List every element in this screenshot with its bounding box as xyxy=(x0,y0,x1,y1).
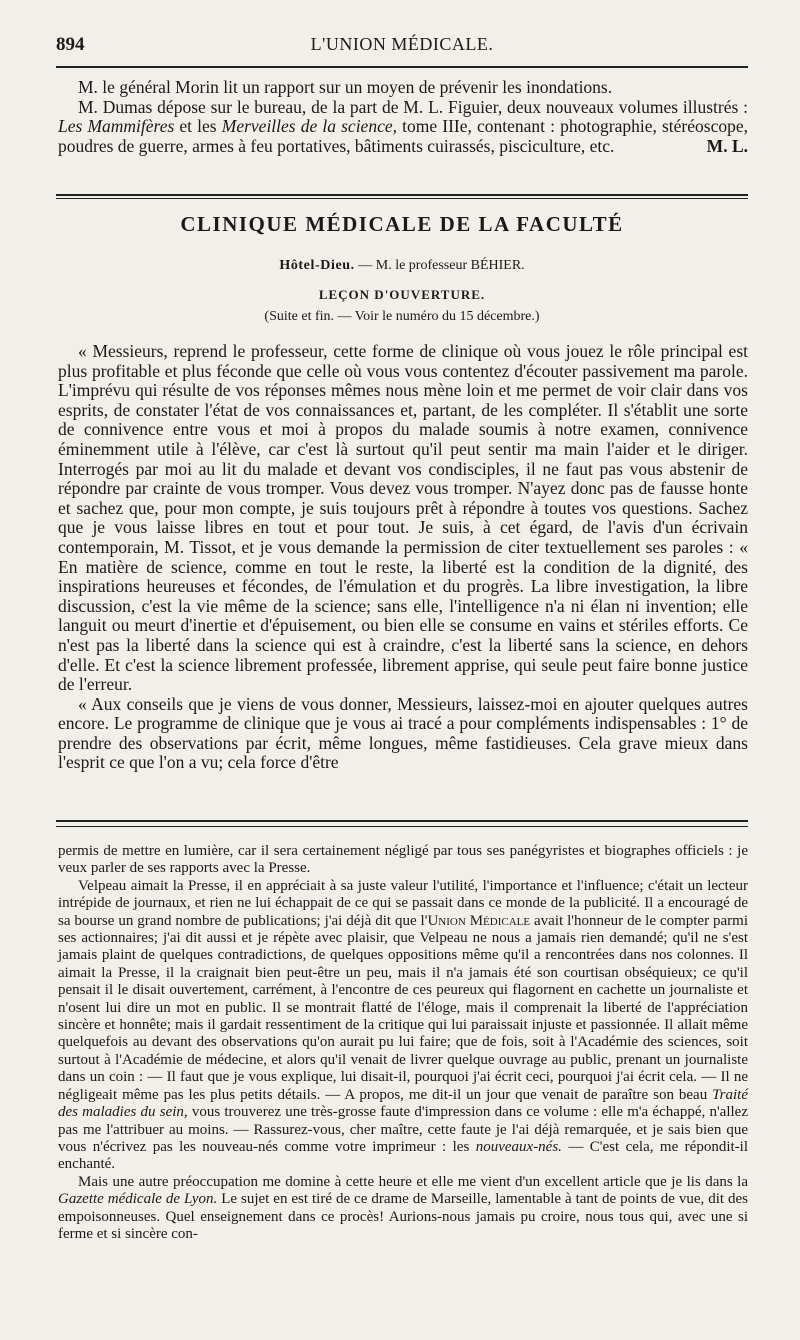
running-head: L'UNION MÉDICALE. xyxy=(310,34,494,54)
feuilleton-p2-a: Velpeau aimait la Presse, il en appréciait à sa juste valeur l'utilité, l'importance et l'influence; c'était un lecteur intrépide de journaux, et rien ne lui échappait de ce qui se passait dans ce monde de la publicité. Il a encouragé de sa bourse un grand nombre de publications; j'ai déjà dit que l' xyxy=(58,877,748,929)
journal-name: Union Médicale xyxy=(427,912,531,929)
continuation-note: (Suite et fin. — Voir le numéro du 15 décembre.) xyxy=(264,309,540,324)
lecture-paragraph-2: « Aux conseils que je viens de vous donner, Messieurs, laissez-moi en ajouter quelques autres encore. Le programme de clinique que je vous ai tracé a pour compléments indispensables : 1° de prendre des observations par écrit, même longues, même fastidieuses. Cela grave mieux dans l'esprit ce que l'on a vu; cela force d'être xyxy=(58,693,748,773)
feuilleton-paragraph-3 xyxy=(58,1174,748,1244)
page-number: 894 xyxy=(56,34,85,55)
lecture-body xyxy=(58,342,748,773)
feuilleton-paragraph-2 xyxy=(58,878,748,1174)
feuilleton-rule xyxy=(56,820,748,822)
service-line xyxy=(56,258,748,274)
note-dumas-text-c: et les xyxy=(174,116,222,136)
lesson-title: LEÇON D'OUVERTURE. xyxy=(318,287,486,302)
gazette-name: Gazette médicale de Lyon. xyxy=(58,1191,218,1208)
book-title-merveilles: Merveilles de la science, xyxy=(221,116,397,136)
academy-notes xyxy=(58,78,748,156)
book-title-mammiferes: Les Mammifères xyxy=(58,116,175,136)
page-header xyxy=(56,34,748,62)
professor-name: — M. le professeur BÉHIER. xyxy=(354,258,525,273)
hospital-name: Hôtel-Dieu. xyxy=(279,258,355,273)
section-rule-top xyxy=(56,194,748,196)
feuilleton-rule-thin xyxy=(56,826,748,827)
book-title-traite: Traité des maladies du sein, xyxy=(58,1086,748,1121)
feuilleton-p2-b: avait l'honneur de le compter parmi ses actionnaires; j'ai dit aussi et je répète avec plaisir, que Velpeau ne nous a jamais rien demandé; qu'il ne s'est jamais plaint de quelques contradictions, de quelques oppositions même qu'il a rencontrées dans nos colonnes. Il aimait la Presse, il la craignait bien peut-être un peu, mais il n'a jamais été son courtisan obséquieux; ce qu'il pensait il le disait ouvertement, carrément, à l'encontre de ces peureux qui flagornent en cachette un journaliste et n'osent lui dire un mot en public. Il se montrait flatté de l'éloge, mais il comprenait la liberté de l'appréciation sincère et honnête; mais il gardait ressentiment de la critique qui lui paraissait injuste et passionnée. Il allait même quelquefois au devant des observations qu'on aurait pu lui faire; que de fois, soit à l'Académie des sciences, soit surtout à l'Académie de médecine, et alors qu'il venait de livrer quelque ouvrage au public, prenant un journaliste dans un coin : — Il faut que je vous explique, lui disait-il, pourquoi j'ai écrit ceci, pourquoi j'ai écrit cela. — Il ne négligeait même pas les plus petits détails. — A propos, me dit-il un jour que venait de paraître son beau xyxy=(58,912,748,1103)
section-rule-top-thin xyxy=(56,198,748,199)
feuilleton xyxy=(58,843,748,1243)
feuilleton-p2-c: vous trouverez une très-grosse faute d'impression dans ce volume : elle m'a échappé, n'allez pas me l'attribuer au moins. — Rassurez-vous, cher maître, cette faute je l'ai déjà remarquée, et je sais bien que vous n'écrivez pas les nouveau-nés comme votre imprimeur : les xyxy=(58,1104,748,1155)
note-dumas-text-a: M. Dumas dépose sur le bureau, de la part de M. L. Figuier, deux nouveaux volumes illustrés : xyxy=(78,96,748,117)
feuilleton-p2-d: — C'est cela, me répondit-il enchanté. xyxy=(58,1138,748,1173)
feuilleton-paragraph-1: permis de mettre en lumière, car il sera certainement négligé par tous ses panégyristes et biographes officiels : je veux parler de ses rapports avec la Presse. xyxy=(58,843,748,877)
note-morin: M. le général Morin lit un rapport sur un moyen de prévenir les inondations. xyxy=(78,77,613,97)
feuilleton-p3-a: Mais une autre préoccupation me domine à cette heure et elle me vient d'un excellent article que je lis dans la xyxy=(78,1173,748,1190)
feuilleton-p3-b: Le sujet en est tiré de ce drame de Marseille, lamentable à tant de points de vue, dit des empoisonneuses. Quel enseignement dans ce procès! Aurions-nous jamais pu croire, nous tous qui, avec une si ferme et si sincère con- xyxy=(58,1191,749,1242)
lecture-paragraph-1: « Messieurs, reprend le professeur, cette forme de clinique où vous jouez le rôle principal est plus profitable et plus féconde que celle où vous vous contentez d'écouter passivement ma parole. L'imprévu qui résulte de vos réponses mêmes nous mène loin et me permet de voir clair dans vos esprits, de constater l'état de vos connaissances et, partant, de les compléter. Il s'établit une sorte de connivence entre vous et moi à propos du malade soumis à notre examen, connivence éminemment utile à l'élève, car c'est là surtout qu'il peut sentir ma main l'aider et le diriger. Interrogés par moi au lit du malade et devant vos condisciples, il ne faut pas vous abstenir de répondre par crainte de vous tromper. Vous devez vous tromper. N'ayez donc pas de fausse honte et sachez que, pour mon compte, je suis toujours prêt à répondre à toutes vos questions. Sachez que je vous laisse libres en tout et pour tout. Je suis, à cet égard, de l'avis d'un écrivain contemporain, M. Tissot, et je vous demande la permission de citer textuellement ses paroles : « En matière de science, comme en tout le reste, la liberté est la condition de la dignité, des inspirations heureuses et fécondes, de l'émulation et du progrès. La libre investigation, la libre discussion, c'est la vie même de la science; sans elle, l'intelligence n'a ni élan ni invention; elle languit ou meurt d'inertie et d'épuisement, ou bien elle se consume en vains et stériles efforts. Ce n'est pas la liberté dans la science qui est à craindre, c'est la liberté sans la science, en dehors d'elle. Et c'est la science librement professée, librement apprise, qui seule peut faire bonne justice de l'erreur. xyxy=(58,341,748,695)
note-dumas-text-e: tome IIIe, contenant : photographie, stéréoscope, poudres de guerre, armes à feu portatives, bâtiments cuirassés, pisciculture, etc. xyxy=(58,116,748,156)
header-rule xyxy=(56,66,748,68)
section-title: CLINIQUE MÉDICALE DE LA FACULTÉ xyxy=(180,212,624,236)
signature: M. L. xyxy=(706,135,748,156)
quoted-word: nouveaux-nés. xyxy=(475,1138,562,1155)
note-dumas xyxy=(58,98,748,157)
